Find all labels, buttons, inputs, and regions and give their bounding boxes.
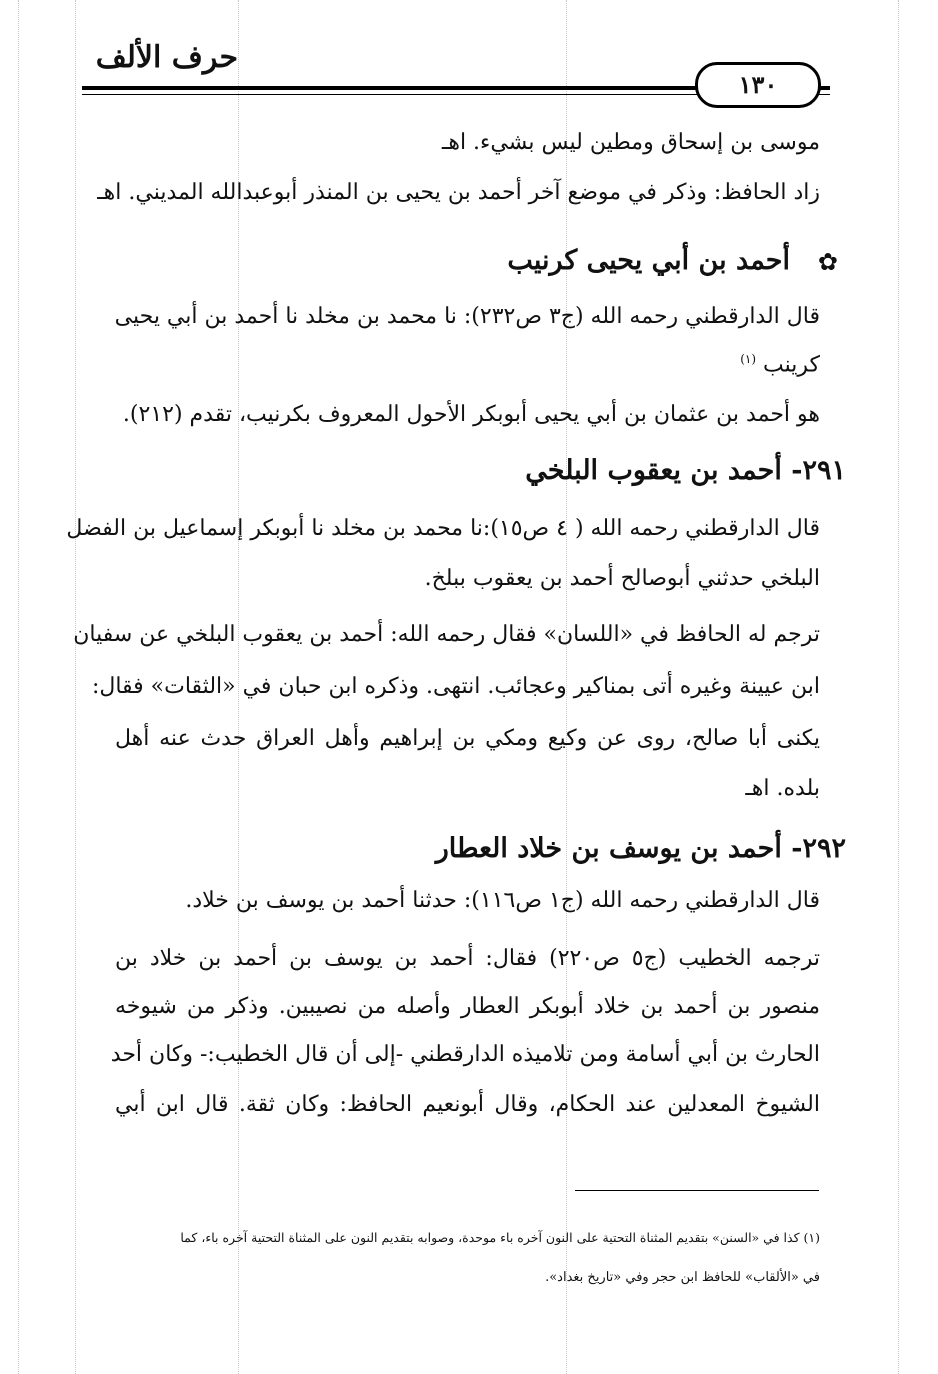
body-line: منصور بن أحمد بن خلاد أبوبكر العطار وأصله من نصيبين. وذكر من شيوخه bbox=[115, 994, 820, 1019]
entry-heading-row bbox=[436, 832, 846, 866]
body-line: بلده. اهـ bbox=[745, 776, 820, 801]
body-line: هو أحمد بن عثمان بن أبي يحيى أبوبكر الأحول المعروف بكرنيب، تقدم (٢١٢). bbox=[122, 402, 820, 427]
body-line: البلخي حدثني أبوصالح أحمد بن يعقوب ببلخ. bbox=[424, 566, 820, 591]
scan-dotline bbox=[898, 0, 899, 1374]
entry-heading: أحمد بن يوسف بن خلاد العطار bbox=[435, 833, 782, 864]
entry-heading-row bbox=[525, 454, 846, 488]
entry-heading: أحمد بن أبي يحيى كرنيب bbox=[507, 245, 790, 276]
body-line: الحارث بن أبي أسامة ومن تلاميذه الدارقطني -إلى أن قال الخطيب:- وكان أحد bbox=[110, 1042, 820, 1067]
entry-heading: أحمد بن يعقوب البلخي bbox=[525, 455, 782, 486]
footnote-line: (١) كذا في «السنن» بتقديم المثناة التحتية على النون آخره باء موحدة، وصوابه بتقديم النون على المثناة التحتية آخره باء، كما bbox=[180, 1230, 820, 1245]
body-line: ترجمه الخطيب (ج٥ ص٢٢٠) فقال: أحمد بن يوسف بن أحمد بن خلاد بن bbox=[115, 946, 820, 971]
entry-number: ٢٩٢- bbox=[791, 833, 846, 864]
running-header-title: حرف الألف bbox=[95, 40, 238, 75]
body-text: كرينب bbox=[763, 352, 820, 378]
body-line: ابن عيينة وغيره أتى بمناكير وعجائب. انتهى. وذكره ابن حبان في «الثقات» فقال: bbox=[91, 674, 820, 699]
star-ornament-icon: ✿ bbox=[817, 248, 838, 276]
body-line: قال الدارقطني رحمه الله (ج٣ ص٢٣٢): نا محمد بن مخلد نا أحمد بن أبي يحيى bbox=[114, 304, 820, 329]
body-line bbox=[115, 344, 820, 380]
body-line: ترجم له الحافظ في «اللسان» فقال رحمه الله: أحمد بن يعقوب البلخي عن سفيان bbox=[73, 622, 820, 647]
footnote-line: في «الألقاب» للحافظ ابن حجر وفي «تاريخ بغداد». bbox=[545, 1270, 820, 1285]
body-line: قال الدارقطني رحمه الله ( ٤ ص١٥):نا محمد بن مخلد نا أبوبكر إسماعيل بن الفضل bbox=[66, 516, 820, 541]
scan-dotline bbox=[75, 0, 76, 1374]
footnote-ref: (١) bbox=[740, 352, 757, 366]
body-line: الشيوخ المعدلين عند الحكام، وقال أبونعيم الحافظ: وكان ثقة. قال ابن أبي bbox=[115, 1092, 820, 1117]
body-line: يكنى أبا صالح، روى عن وكيع ومكي بن إبراهيم وأهل العراق حدث عنه أهل bbox=[115, 726, 820, 751]
scan-dotline bbox=[18, 0, 19, 1374]
body-line: زاد الحافظ: وذكر في موضع آخر أحمد بن يحيى بن المنذر أبوعبدالله المديني. اهـ bbox=[97, 180, 820, 205]
page-number: ١٣٠ bbox=[695, 62, 821, 108]
entry-number: ٢٩١- bbox=[791, 455, 846, 486]
footnote-rule bbox=[575, 1190, 819, 1191]
body-line: موسى بن إسحاق ومطين ليس بشيء. اهـ bbox=[441, 130, 820, 155]
body-line: قال الدارقطني رحمه الله (ج١ ص١١٦): حدثنا أحمد بن يوسف بن خلاد. bbox=[185, 888, 820, 913]
